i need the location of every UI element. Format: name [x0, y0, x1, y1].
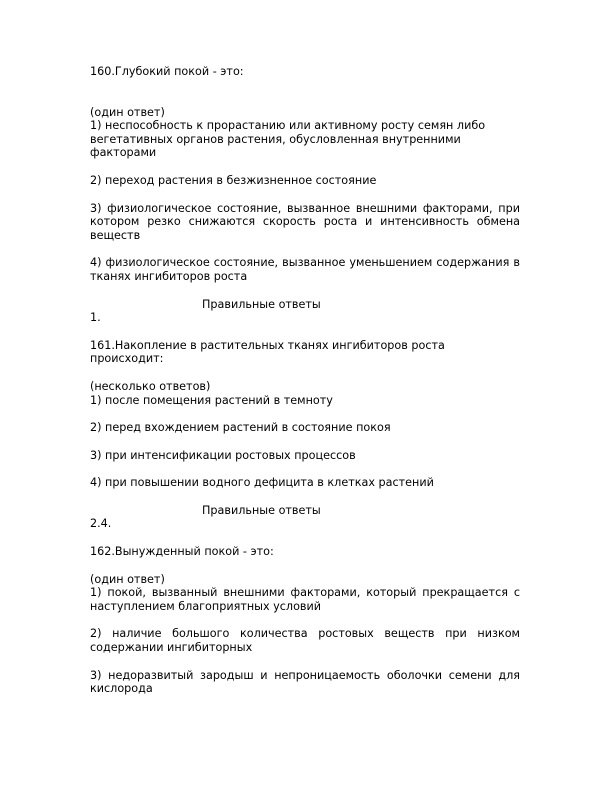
- question-162-mode: (один ответ): [90, 572, 165, 586]
- question-162-title: 162.Вынужденный покой - это:: [90, 545, 274, 559]
- question-161-option-4: 4) при повышении водного дефицита в клетках растений: [90, 476, 434, 490]
- question-160-option-1: 1) неспособность к прорастанию или активному росту семян либо вегетативных органов растения, обусловленная внутренними факторами: [90, 119, 486, 160]
- question-161-mode: (несколько ответов): [90, 379, 211, 393]
- question-161-option-1: 1) после помещения растений в темноту: [90, 393, 333, 407]
- question-161-title: 161.Накопление в растительных тканях ингибиторов роста происходит:: [90, 338, 445, 366]
- question-160-answers-label: Правильные ответы: [202, 297, 321, 311]
- question-162-option-2: 2) наличие большого количества ростовых веществ при низком содержании ингибиторных: [90, 627, 520, 655]
- question-161-answers-label: Правильные ответы: [202, 503, 321, 517]
- document-content: [90, 65, 520, 696]
- question-161-option-3: 3) при интенсификации ростовых процессов: [90, 448, 356, 462]
- question-162-option-3: 3) недоразвитый зародыш и непроницаемость оболочки семени для кислорода: [90, 668, 520, 696]
- question-160-option-3: 3) физиологическое состояние, вызванное внешними факторами, при котором резко снижаются скорость роста и интенсивность обмена веществ: [90, 201, 520, 242]
- question-160-mode: (один ответ): [90, 105, 165, 119]
- question-160-option-4: 4) физиологическое состояние, вызванное уменьшением содержания в тканях ингибиторов роста: [90, 256, 520, 283]
- question-160-option-2: 2) переход растения в безжизненное состояние: [90, 173, 377, 187]
- question-160-answers: 1.: [90, 311, 101, 325]
- question-161-option-2: 2) перед вхождением растений в состояние покоя: [90, 421, 391, 435]
- question-162-option-1: 1) покой, вызванный внешними факторами, который прекращается с наступлением благоприятных условий: [90, 586, 520, 613]
- question-160-title: 160.Глубокий покой - это:: [90, 65, 244, 78]
- question-161-answers: 2.4.: [90, 517, 112, 531]
